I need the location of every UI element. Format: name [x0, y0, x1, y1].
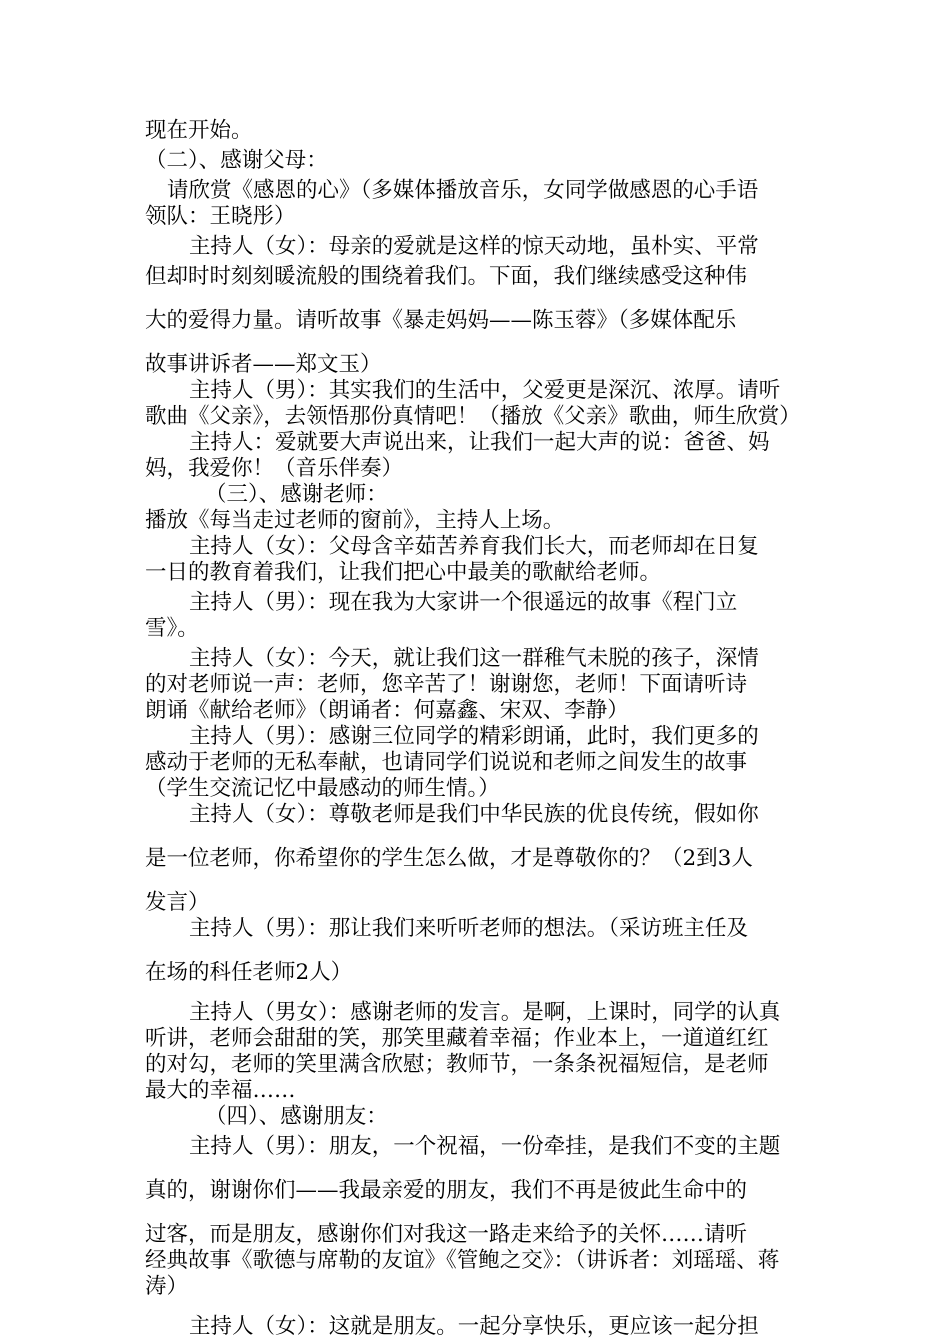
text-line: 经典故事《歌德与席勒的友谊》《管鲍之交》：（讲诉者：刘瑶瑶、蒋 [145, 1248, 780, 1273]
text-line: 朗诵《献给老师》（朗诵者：何嘉鑫、宋双、李静） [145, 698, 629, 723]
text-line: 主持人（女）：父母含辛茹苦养育我们长大，而老师却在日复 [189, 534, 759, 559]
text-line: 过客，而是朋友，感谢你们对我这一路走来给予的关怀……请听 [145, 1222, 748, 1247]
text-line: 但却时时刻刻暖流般的围绕着我们。下面，我们继续感受这种伟 [145, 264, 748, 289]
text-line: 大的爱得力量。请听故事《暴走妈妈——陈玉蓉》（多媒体配乐 [145, 308, 737, 333]
text-line: 主持人（女）：尊敬老师是我们中华民族的优良传统，假如你 [189, 802, 759, 827]
section-heading: （三）、感谢老师： [205, 482, 388, 507]
text-line: 主持人（女）：这就是朋友。一起分享快乐，更应该一起分担 [189, 1314, 759, 1339]
text-line: 雪》。 [145, 616, 199, 641]
text-line: 听讲，老师会甜甜的笑，那笑里藏着幸福；作业本上，一道道红红 [145, 1026, 769, 1051]
text-line: 是一位老师，你希望你的学生怎么做，才是尊敬你的？（2到3人 [145, 846, 753, 871]
text-line: 在场的科任老师2人） [145, 960, 353, 985]
text-line: 主持人（男）：其实我们的生活中，父爱更是深沉、浓厚。请听 [189, 378, 781, 403]
text-line: 主持人（女）：母亲的爱就是这样的惊天动地，虽朴实、平常 [189, 234, 759, 259]
section-heading: （四）、感谢朋友： [205, 1104, 388, 1129]
text-line: 涛） [145, 1274, 189, 1299]
text-line: 发言） [145, 890, 210, 915]
text-line: 最大的幸福…… [145, 1078, 296, 1103]
text-line: 主持人（男）：那让我们来听听老师的想法。（采访班主任及 [189, 916, 749, 941]
text-line: 主持人（男）：现在我为大家讲一个很遥远的故事《程门立 [189, 590, 738, 615]
text-line: 一日的教育着我们，让我们把心中最美的歌献给老师。 [145, 560, 662, 585]
text-line: 主持人（男）：朋友，一个祝福，一份牵挂，是我们不变的主题 [189, 1134, 781, 1159]
text-line: 的对勾，老师的笑里满含欣慰；教师节，一条条祝福短信，是老师 [145, 1052, 769, 1077]
text-line: 请欣赏《感恩的心》（多媒体播放音乐，女同学做感恩的心手语 [167, 178, 759, 203]
text-line: （学生交流记忆中最感动的师生情。） [145, 776, 500, 801]
text-line: 真的，谢谢你们——我最亲爱的朋友，我们不再是彼此生命中的 [145, 1178, 748, 1203]
text-line: 主持人：爱就要大声说出来，让我们一起大声的说：爸爸、妈 [189, 430, 770, 455]
text-line: 主持人（女）：今天，就让我们这一群稚气未脱的孩子，深情 [189, 646, 759, 671]
document-body [145, 118, 810, 1340]
section-heading: （二）、感谢父母： [145, 148, 328, 173]
text-line: 的对老师说一声：老师，您辛苦了！谢谢您，老师！下面请听诗 [145, 672, 748, 697]
text-line: 妈，我爱你！（音乐伴奏） [145, 456, 404, 481]
text-line: 现在开始。 [145, 118, 253, 143]
text-line: 感动于老师的无私奉献，也请同学们说说和老师之间发生的故事 [145, 750, 748, 775]
text-line: 领队：王晓彤） [145, 204, 296, 229]
text-line: 故事讲诉者——郑文玉） [145, 352, 382, 377]
text-line: 主持人（男）：感谢三位同学的精彩朗诵，此时，我们更多的 [189, 724, 759, 749]
text-line: 歌曲《父亲》，去领悟那份真情吧！（播放《父亲》歌曲，师生欣赏） [145, 404, 801, 429]
text-line: 播放《每当走过老师的窗前》，主持人上场。 [145, 508, 565, 533]
text-line: 主持人（男女）：感谢老师的发言。是啊，上课时，同学的认真 [189, 1000, 781, 1025]
